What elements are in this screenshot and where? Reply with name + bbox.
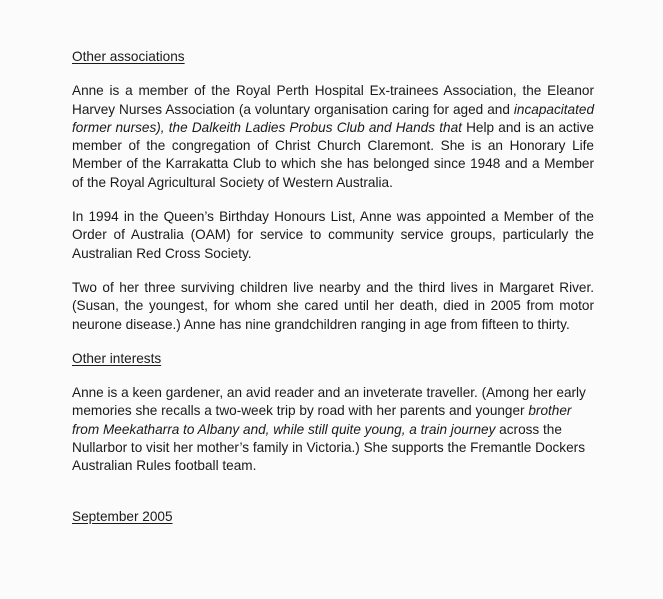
- paragraph-honours: In 1994 in the Queen’s Birthday Honours List, Anne was appointed a Member of the Order of Australia (OAM) for service to community service groups, particularly the Australian Red Cross Society.: [72, 209, 594, 261]
- paragraph-associations-part-2: Help and is an active member of the congregation of Christ Church Claremont. She is an Honorary Life Member of the Karrakatta Club to which she has belonged since 1948 and a Member of the Royal Agricultural Society of Western Australia.: [72, 119, 594, 190]
- heading-other-associations: Other associations: [72, 49, 185, 64]
- paragraph-interests: [72, 384, 594, 475]
- document-date: September 2005: [72, 508, 173, 524]
- paragraph-associations-part-1: Anne is a member of the Royal Perth Hospital Ex-trainees Association, the Eleanor Harvey Nurses Association (a voluntary organisation caring for aged and: [72, 83, 594, 117]
- document-page: [72, 48, 594, 526]
- paragraph-family: Two of her three surviving children live nearby and the third lives in Margaret River. (Susan, the youngest, for whom she cared until her death, died in 2005 from motor neurone disease.) Anne has nine grandchildren ranging in age from fifteen to thirty.: [72, 279, 594, 332]
- paragraph-interests-italic: brother from Meekatharra to Albany and, while still quite young, a train journey: [72, 403, 572, 437]
- heading-other-interests: Other interests: [72, 350, 162, 366]
- paragraph-associations-italic: incapacitated former nurses), the Dalkeith Ladies Probus Club and Hands that: [72, 101, 594, 135]
- paragraph-associations: [72, 82, 594, 192]
- paragraph-interests-part-2: across the Nullarbor to visit her mother’s family in Victoria.) She supports the Fremantle Dockers Australian Rules football team.: [72, 421, 585, 474]
- paragraph-interests-part-1: Anne is a keen gardener, an avid reader and an inveterate traveller. (Among her early memories she recalls a two-week trip by road with her parents and younger: [72, 385, 586, 419]
